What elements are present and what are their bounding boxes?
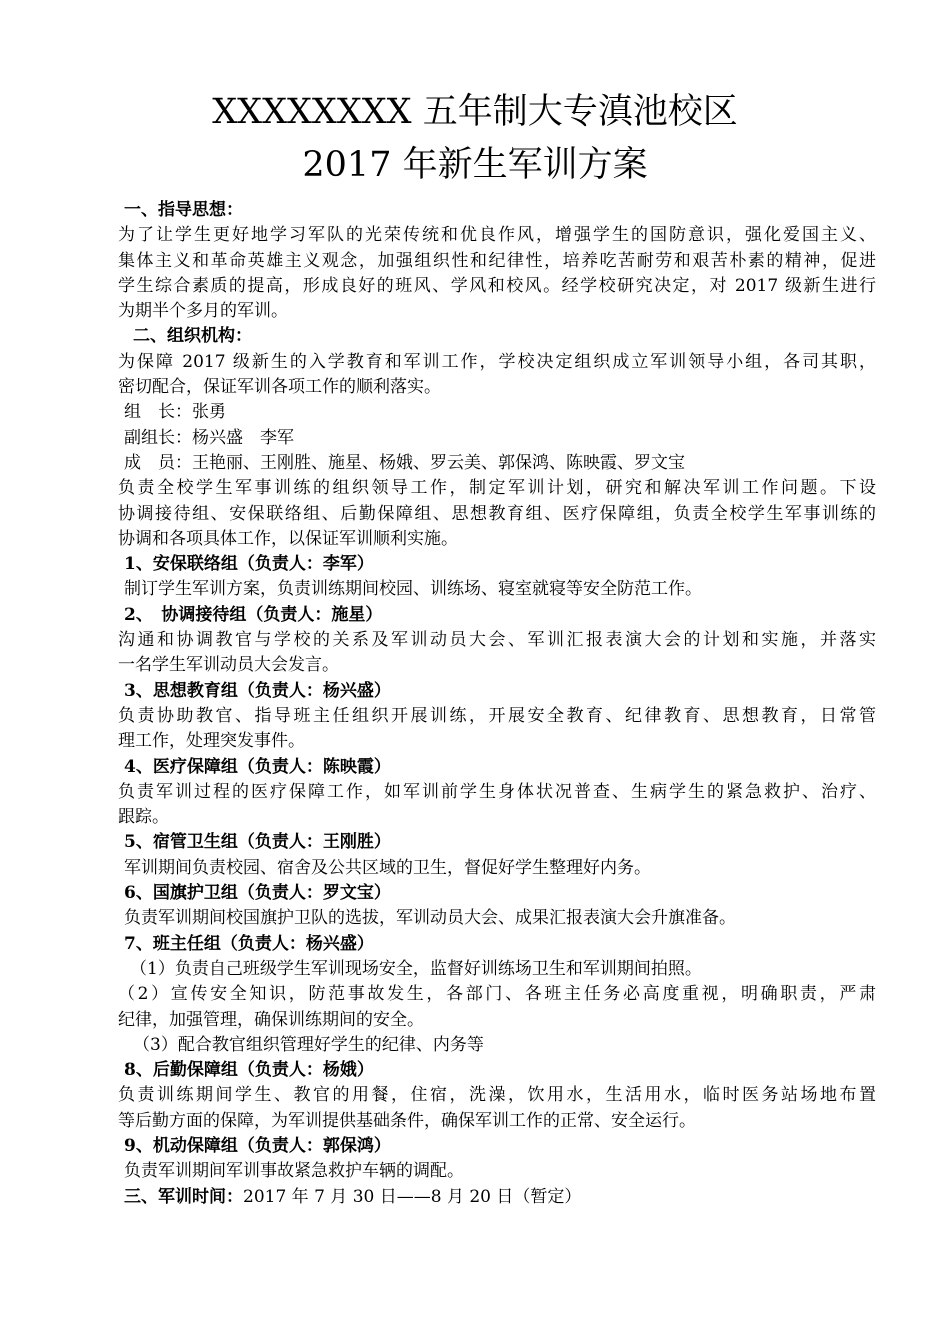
paragraph-line: 集体主义和革命英雄主义观念，加强组织性和纪律性，培养吃苦耐劳和艰苦朴素的精神，促进: [118, 250, 876, 271]
paragraph-line: 为保障 2017 级新生的入学教育和军训工作，学校决定组织成立军训领导小组，各司其职，: [118, 351, 876, 372]
group-text: 一名学生军训动员大会发言。: [118, 655, 339, 676]
group-heading-logistics: 8、后勤保障组（负责人：杨娥）: [124, 1060, 374, 1081]
training-time-line: [0, 1185, 950, 1210]
group-heading-flag-guard: 6、国旗护卫组（负责人：罗文宝）: [124, 883, 391, 904]
document-title-line2: 2017 年新生军训方案: [302, 145, 648, 185]
paragraph-line: 为了让学生更好地学习军队的光荣传统和优良作风，增强学生的国防意识，强化爱国主义、: [118, 225, 876, 246]
group-text: 负责军训期间军训事故紧急救护车辆的调配。: [124, 1161, 464, 1182]
members-names: 王艳丽、王刚胜、施星、杨娥、罗云美、郭保鸿、陈映霞、罗文宝: [192, 452, 685, 473]
vice-leader-label: 副组长：: [124, 427, 192, 448]
paragraph-line: 负责全校学生军事训练的组织领导工作，制定军训计划，研究和解决军训工作问题。下设: [118, 478, 876, 499]
leader-line: [0, 400, 950, 425]
training-time-value: 2017 年 7 月 30 日——8 月 20 日（暂定）: [243, 1186, 582, 1207]
document-body: [0, 198, 950, 1210]
paragraph-line: 学生综合素质的提高，形成良好的班风、学风和校风。经学校研究决定，对 2017 级新生进行: [118, 275, 876, 296]
group-text: 军训期间负责校园、宿舍及公共区域的卫生，督促好学生整理好内务。: [124, 857, 651, 878]
group-text: 负责训练期间学生、教官的用餐，住宿，洗澡，饮用水，生活用水，临时医务站场地布置: [118, 1085, 876, 1106]
section-heading-organization: 二、组织机构：: [133, 326, 252, 347]
group-text: 制订学生军训方案，负责训练期间校园、训练场、寝室就寝等安全防范工作。: [124, 579, 702, 600]
group-text: 跟踪。: [118, 807, 169, 828]
group-heading-education: 3、思想教育组（负责人：杨兴盛）: [124, 680, 391, 701]
group-text: 负责协助教官、指导班主任组织开展训练，开展安全教育、纪律教育、思想教育，日常管: [118, 705, 876, 726]
group-text: 理工作，处理突发事件。: [118, 731, 305, 752]
group-heading-reception: 2、 协调接待组（负责人：施星）: [124, 604, 383, 625]
vice-leader-line: [0, 426, 950, 451]
paragraph-line: 密切配合，保证军训各项工作的顺利落实。: [118, 377, 441, 398]
group-text: 负责军训过程的医疗保障工作，如军训前学生身体状况普查、生病学生的紧急救护、治疗、: [118, 781, 876, 802]
document-title-line1: XXXXXXXX 五年制大专滇池校区: [212, 92, 738, 132]
group-heading-mobile-support: 9、机动保障组（负责人：郭保鸿）: [124, 1135, 391, 1156]
paragraph-line: 协调接待组、安保联络组、后勤保障组、思想教育组、医疗保障组，负责全校学生军事训练的: [118, 503, 876, 524]
section-heading-guiding-thought: 一、指导思想：: [124, 200, 243, 220]
paragraph-line: 为期半个多月的军训。: [118, 301, 288, 322]
group-heading-class-teachers: 7、班主任组（负责人：杨兴盛）: [124, 933, 374, 954]
members-line: [0, 451, 950, 476]
paragraph-line: 协调和各项具体工作，以保证军训顺利实施。: [118, 528, 458, 549]
group-text: 等后勤方面的保障，为军训提供基础条件，确保军训工作的正常、安全运行。: [118, 1110, 696, 1131]
leader-name: 张勇: [192, 402, 226, 423]
group-text: 负责军训期间校国旗护卫队的选拔，军训动员大会、成果汇报表演大会升旗准备。: [124, 908, 736, 929]
members-label: 成 员：: [124, 452, 192, 473]
list-item: （3）配合教官组织管理好学生的纪律、内务等: [133, 1034, 484, 1055]
list-item: 纪律，加强管理，确保训练期间的安全。: [118, 1009, 424, 1030]
group-heading-security: 1、安保联络组（负责人：李军）: [124, 554, 374, 575]
list-item: （1）负责自己班级学生军训现场安全，监督好训练场卫生和军训期间拍照。: [130, 958, 702, 979]
vice-leader-names: 杨兴盛 李军: [192, 427, 294, 448]
section-heading-training-time: 三、军训时间：: [124, 1186, 243, 1207]
list-item: （2）宣传安全知识，防范事故发生，各部门、各班主任务必高度重视，明确职责，严肃: [118, 984, 876, 1005]
group-heading-hygiene: 5、宿管卫生组（负责人：王刚胜）: [124, 832, 391, 853]
group-heading-medical: 4、医疗保障组（负责人：陈映霞）: [124, 756, 391, 777]
leader-label: 组 长：: [124, 402, 192, 423]
group-text: 沟通和协调教官与学校的关系及军训动员大会、军训汇报表演大会的计划和实施，并落实: [118, 630, 876, 651]
